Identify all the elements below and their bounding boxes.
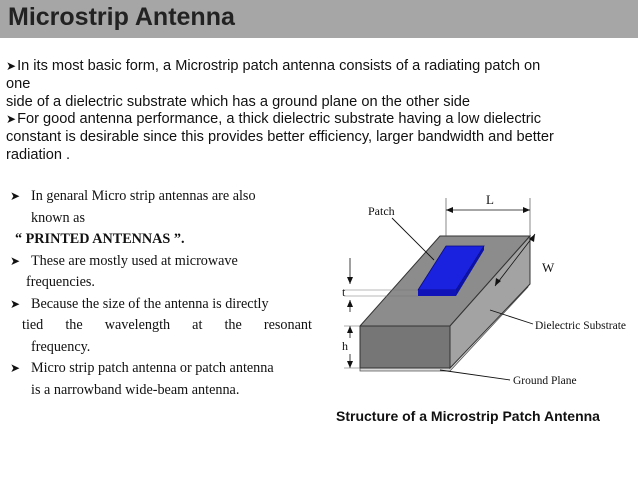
arrow-head-icon xyxy=(446,207,453,213)
list-item-line-justified: tied the wavelength at the resonant xyxy=(22,317,312,333)
ground-label: Ground Plane xyxy=(513,375,577,387)
list-item-line: known as xyxy=(31,209,85,226)
intro-line: constant is desirable since this provides better efficiency, larger bandwidth and better xyxy=(6,129,554,146)
arrow-head-icon xyxy=(347,361,353,368)
h-label: h xyxy=(342,339,348,353)
l-label: L xyxy=(486,192,494,207)
substrate-front xyxy=(360,326,450,368)
antenna-diagram xyxy=(330,188,630,398)
slide-title: Microstrip Antenna xyxy=(8,3,235,31)
intro-line: one xyxy=(6,75,31,92)
intro-text xyxy=(6,58,621,165)
arrow-head-icon xyxy=(523,207,530,213)
intro-line: side of a dielectric substrate which has a ground plane on the other side xyxy=(6,93,471,110)
arrow-bullet-icon: ➤ xyxy=(10,361,21,375)
list-item: ➤ These are mostly used at microwave xyxy=(10,251,316,273)
patch-label: Patch xyxy=(368,204,395,218)
arrow-head-icon xyxy=(347,300,353,307)
list-item: ➤ In genaral Micro strip antennas are also xyxy=(10,186,316,208)
ground-leader xyxy=(440,370,510,380)
t-label: t xyxy=(342,285,346,299)
arrow-bullet-icon: ➤ xyxy=(6,112,17,127)
arrow-bullet-icon: ➤ xyxy=(6,59,17,73)
intro-paragraph-2: ➤For good antenna performance, a thick dielectric substrate having a low dielectric xyxy=(6,111,542,128)
w-label: W xyxy=(542,260,555,275)
list-item-line: frequency. xyxy=(31,338,91,355)
arrow-bullet-icon: ➤ xyxy=(10,253,21,268)
arrow-head-icon xyxy=(347,277,353,284)
list-item-line: frequencies. xyxy=(26,274,95,290)
arrow-head-icon xyxy=(347,326,353,333)
intro-paragraph-1: ➤In its most basic form, a Microstrip patch antenna consists of a radiating patch on xyxy=(6,58,541,74)
list-item: ➤ Micro strip patch antenna or patch antenna xyxy=(10,358,316,380)
list-item-line: is a narrowband wide-beam antenna. xyxy=(31,381,240,398)
figure-caption: Structure of a Microstrip Patch Antenna xyxy=(336,408,600,424)
list-item: ➤ Because the size of the antenna is directly xyxy=(10,294,316,316)
intro-line: radiation . xyxy=(6,146,71,163)
substrate-label: Dielectric Substrate xyxy=(535,320,627,332)
patch-leader xyxy=(392,218,434,260)
bullet-list xyxy=(10,186,316,401)
arrow-bullet-icon: ➤ xyxy=(10,189,21,203)
arrow-bullet-icon: ➤ xyxy=(10,296,21,311)
patch-front xyxy=(418,290,456,296)
list-item-emphasis: “ PRINTED ANTENNAS ”. xyxy=(15,231,185,247)
